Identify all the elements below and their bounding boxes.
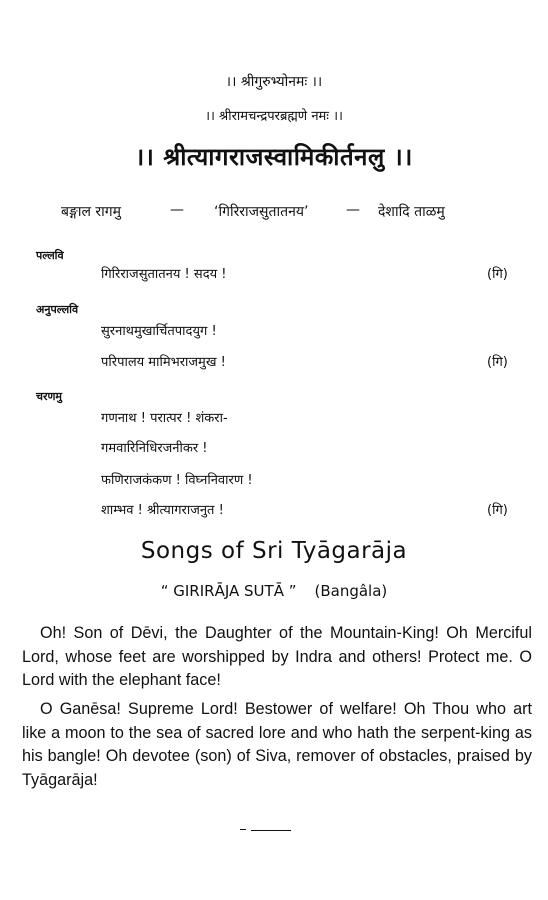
song-name: ‘गिरिराजसुतातनय’ — [214, 204, 309, 220]
charanam-line: शाम्भव ! श्रीत्यागराजनुत ! — [101, 503, 224, 518]
meta-dash: — — [346, 202, 360, 218]
invocation-rama: ।। श्रीरामचन्द्रपरब्रह्मणे नमः ।। — [205, 109, 343, 124]
raga-name: बङ्गाल रागमु — [61, 204, 122, 220]
pallavi-line: गिरिराजसुतातनय ! सदय ! — [101, 267, 227, 282]
end-rule-dash — [240, 829, 246, 830]
translation-text: O Ganēsa! Supreme Lord! Bestower of welfare! Oh Thou who art like a moon to the sea of sacred lore and who hath the serpent-king as his bangle! Oh devotee (son) of Siva, remover of obstacles, praised by Tyāgarāja! — [22, 700, 532, 789]
page-title: ।। श्रीत्यागराजस्वामिकीर्तनलु ।। — [135, 143, 413, 171]
english-title: Songs of Sri Tyāgarāja — [140, 538, 408, 564]
translation-paragraph — [22, 698, 532, 792]
pallavi-label: पल्लवि — [36, 249, 64, 262]
song-meta — [0, 202, 548, 222]
translation-paragraph — [22, 622, 532, 693]
english-song-name: “ GIRIRĀJA SUTĀ ” — [160, 582, 297, 600]
refrain-marker: (गि) — [487, 267, 508, 282]
refrain-marker: (गि) — [487, 355, 508, 370]
anupallavi-line: परिपालय मामिभराजमुख ! — [101, 355, 226, 370]
tala-name: देशादि ताळमु — [378, 204, 445, 220]
translation-text: Oh! Son of Dēvi, the Daughter of the Mountain-King! Oh Merciful Lord, whose feet are worshipped by Indra and others! Protect me. O Lord with the elephant face! — [22, 624, 532, 689]
anupallavi-line: सुरनाथमुखार्चितपादयुग ! — [101, 324, 217, 339]
charanam-line: गणनाथ ! परात्पर ! शंकरा- — [101, 411, 228, 426]
english-subtitle — [0, 582, 548, 600]
invocation-guru: ।। श्रीगुरुभ्योनमः ।। — [225, 74, 323, 90]
english-raga: (Bangâla) — [314, 582, 388, 600]
anupallavi-label: अनुपल्लवि — [36, 303, 79, 316]
charanam-label: चरणमु — [36, 390, 63, 403]
charanam-line: गमवारिनिधिरजनीकर ! — [101, 441, 208, 456]
end-rule — [251, 830, 291, 831]
meta-dash: — — [170, 202, 184, 218]
refrain-marker: (गि) — [487, 503, 508, 518]
charanam-line: फणिराजकंकण ! विघ्ननिवारण ! — [101, 473, 253, 488]
